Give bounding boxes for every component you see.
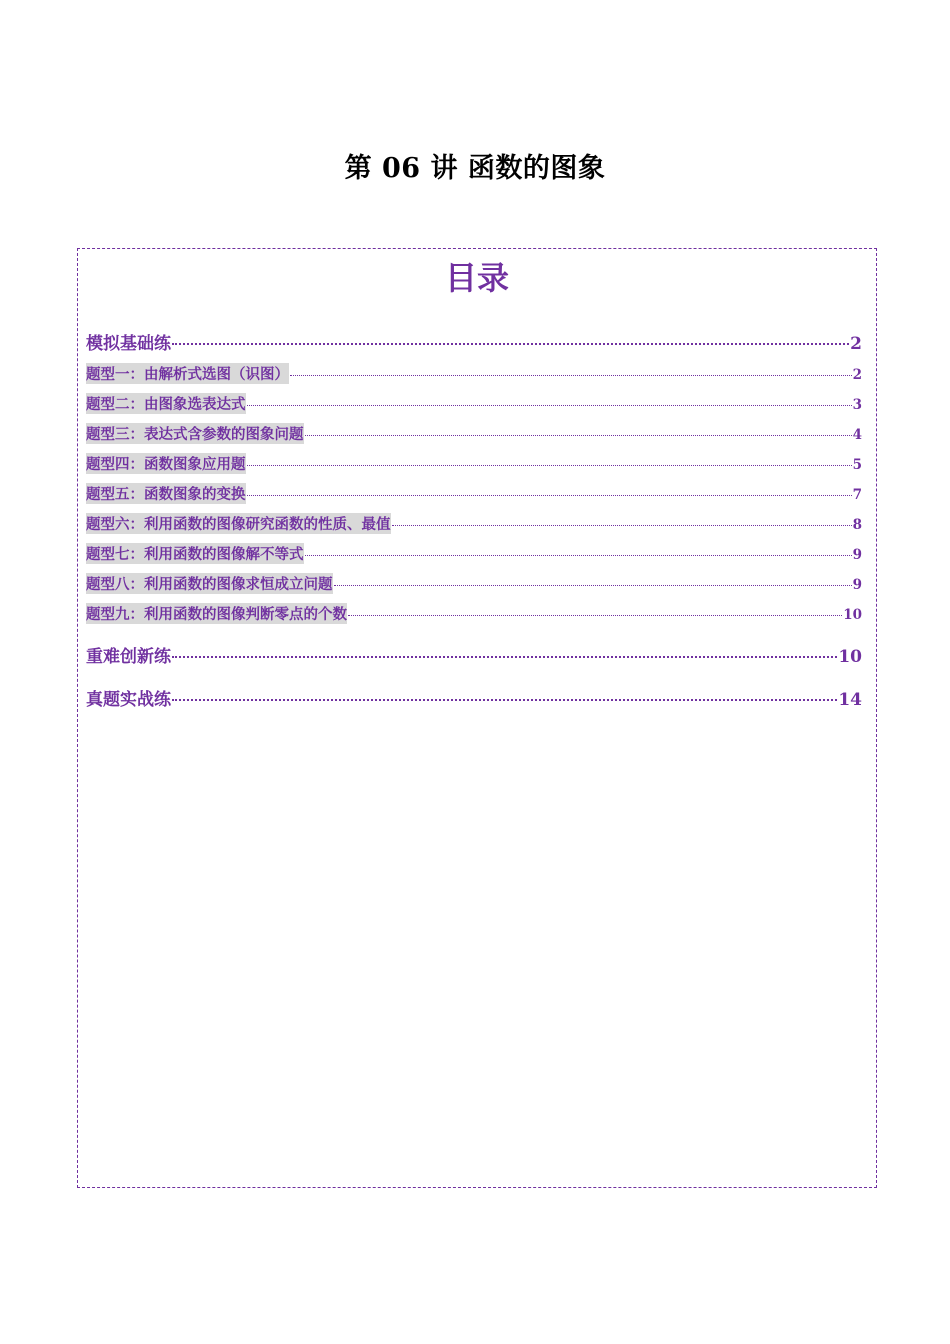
toc-dot-leader xyxy=(172,343,849,345)
toc-dot-leader xyxy=(305,435,852,436)
page-title: 第 06 讲 函数的图象 xyxy=(344,153,606,184)
toc-entry-page: 7 xyxy=(852,487,862,503)
toc-entry[interactable] xyxy=(86,513,862,534)
table-of-contents xyxy=(77,248,877,1188)
toc-entry[interactable] xyxy=(86,685,862,710)
toc-entry-page: 10 xyxy=(838,647,862,667)
toc-heading: 目录 xyxy=(444,259,509,297)
toc-entry-page: 14 xyxy=(838,690,862,710)
toc-entry-label: 题型七：利用函数的图像解不等式 xyxy=(86,543,304,564)
toc-entry-label: 题型二：由图象选表达式 xyxy=(86,393,246,414)
toc-entry-label: 重难创新练 xyxy=(86,647,171,667)
toc-entry-label: 题型四：函数图象应用题 xyxy=(86,453,246,474)
toc-entry-page: 2 xyxy=(852,367,862,383)
toc-dot-leader xyxy=(172,656,837,658)
toc-entry-page: 3 xyxy=(852,397,862,413)
toc-entry-label: 题型三：表达式含参数的图象问题 xyxy=(86,423,304,444)
toc-entry[interactable] xyxy=(86,603,862,624)
toc-entry[interactable] xyxy=(86,543,862,564)
toc-dot-leader xyxy=(247,405,852,406)
toc-entry[interactable] xyxy=(86,393,862,414)
toc-entry-page: 5 xyxy=(852,457,862,473)
toc-entry-label: 题型八：利用函数的图像求恒成立问题 xyxy=(86,573,333,594)
toc-entry-page: 8 xyxy=(852,517,862,533)
toc-entry-page: 2 xyxy=(850,334,862,354)
toc-entry[interactable] xyxy=(86,453,862,474)
toc-entry[interactable] xyxy=(86,573,862,594)
toc-entry[interactable] xyxy=(86,423,862,444)
toc-entry-page: 10 xyxy=(843,607,862,623)
toc-entry-label: 题型九：利用函数的图像判断零点的个数 xyxy=(86,603,347,624)
toc-entry-page: 9 xyxy=(852,577,862,593)
toc-dot-leader xyxy=(290,375,852,376)
toc-entry-label: 题型五：函数图象的变换 xyxy=(86,483,246,504)
toc-entry[interactable] xyxy=(86,363,862,384)
toc-entry-label: 题型一：由解析式选图（识图） xyxy=(86,363,289,384)
toc-dot-leader xyxy=(348,615,842,616)
toc-dot-leader xyxy=(247,465,852,466)
toc-dot-leader xyxy=(247,495,852,496)
toc-entry[interactable] xyxy=(86,483,862,504)
toc-entry[interactable] xyxy=(86,642,862,667)
toc-entry[interactable] xyxy=(86,329,862,354)
toc-entry-page: 9 xyxy=(852,547,862,563)
toc-entry-label: 真题实战练 xyxy=(86,690,171,710)
toc-entry-label: 模拟基础练 xyxy=(86,334,171,354)
toc-entry-page: 4 xyxy=(852,427,862,443)
toc-dot-leader xyxy=(305,555,852,556)
toc-entry-label: 题型六：利用函数的图像研究函数的性质、最值 xyxy=(86,513,391,534)
toc-dot-leader xyxy=(334,585,852,586)
toc-dot-leader xyxy=(392,525,852,526)
toc-dot-leader xyxy=(172,699,837,701)
